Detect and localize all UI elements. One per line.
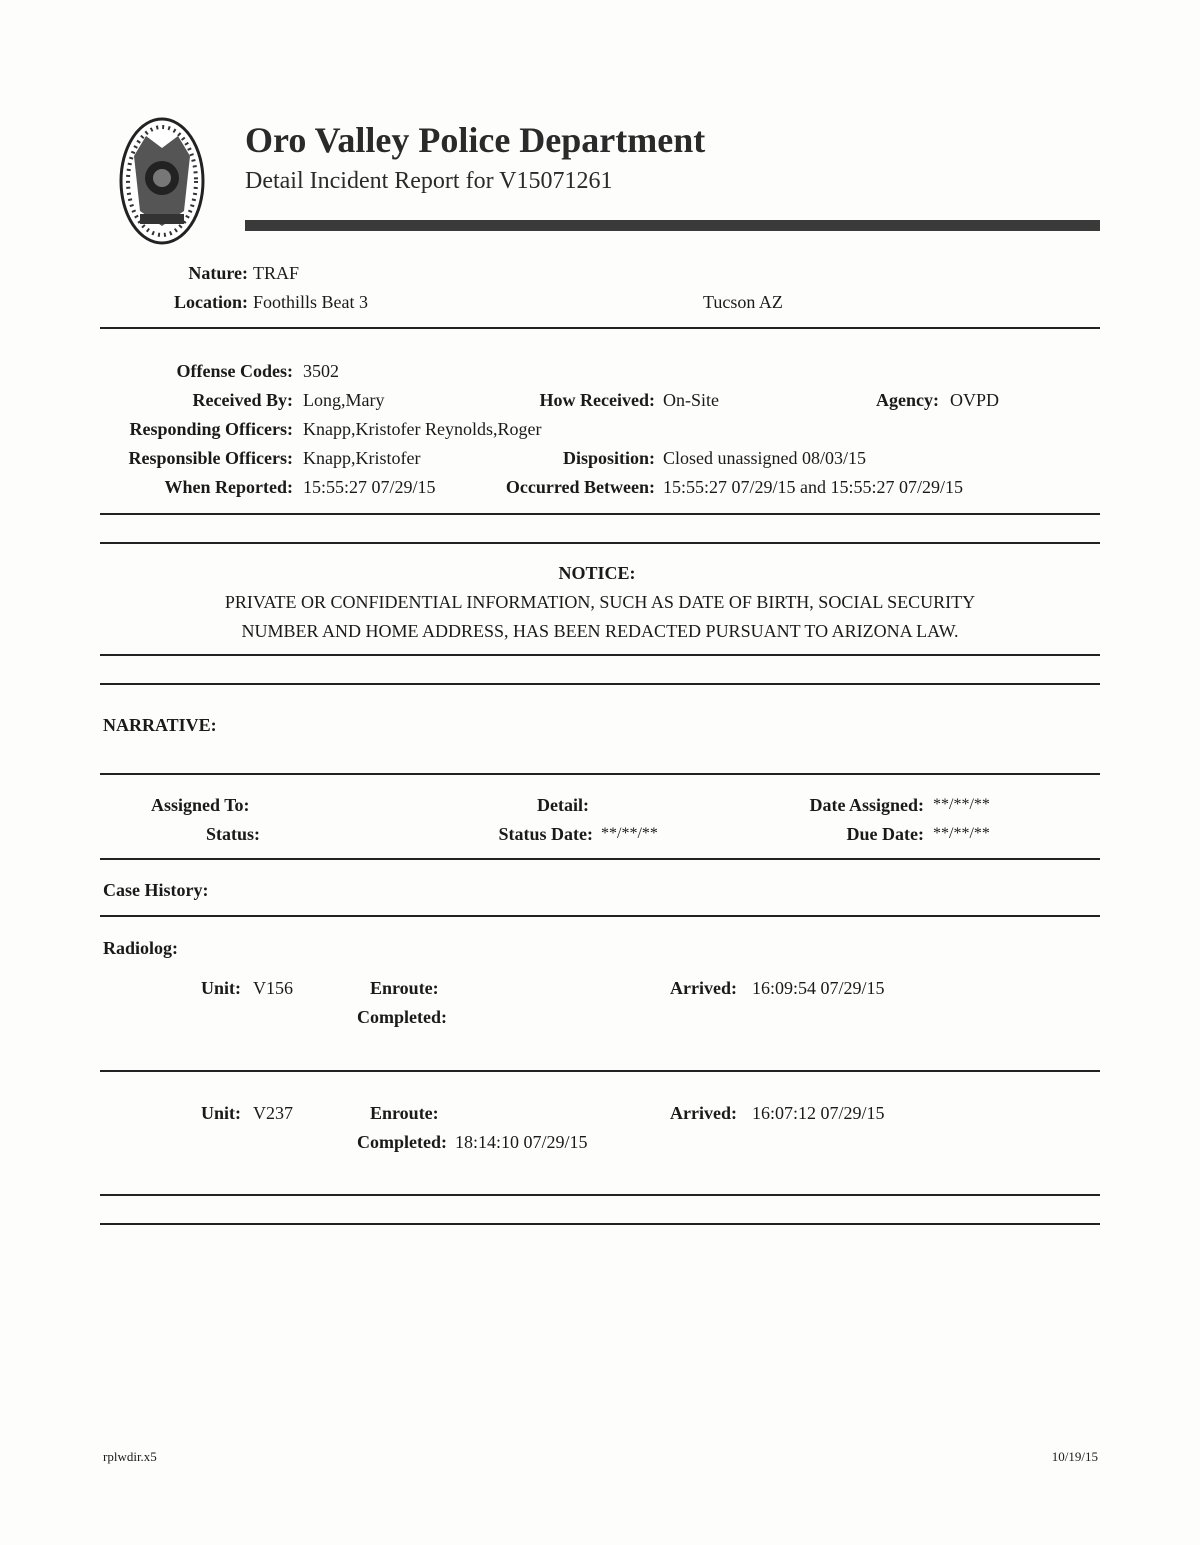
status-label: Status: xyxy=(205,824,260,844)
divider xyxy=(100,683,1100,685)
divider xyxy=(100,1070,1100,1072)
status-date-label: Status Date: xyxy=(498,824,593,844)
footer-report-id: rplwdir.x5 xyxy=(103,1449,157,1464)
completed-label: Completed: xyxy=(357,1132,447,1152)
detail-label: Detail: xyxy=(537,795,589,815)
occurred-between-value: 15:55:27 07/29/15 and 15:55:27 07/29/15 xyxy=(663,477,963,497)
city-value: Tucson AZ xyxy=(703,292,783,312)
narrative-label: NARRATIVE: xyxy=(103,715,217,735)
department-badge-logo xyxy=(118,116,206,246)
unit-value: V237 xyxy=(253,1103,293,1123)
responsible-officers-label: Responsible Officers: xyxy=(128,448,293,468)
responding-officers-label: Responding Officers: xyxy=(129,419,293,439)
unit-label: Unit: xyxy=(201,1103,241,1123)
divider xyxy=(100,654,1100,656)
due-date-value: **/**/** xyxy=(933,825,990,842)
divider xyxy=(100,858,1100,860)
divider xyxy=(100,915,1100,917)
completed-value: 18:14:10 07/29/15 xyxy=(455,1132,588,1152)
report-subtitle: Detail Incident Report for V15071261 xyxy=(245,168,613,194)
divider xyxy=(100,773,1100,775)
notice-line-1: PRIVATE OR CONFIDENTIAL INFORMATION, SUCH AS DATE OF BIRTH, SOCIAL SECURITY xyxy=(224,592,976,612)
enroute-label: Enroute: xyxy=(370,1103,439,1123)
how-received-value: On-Site xyxy=(663,390,719,410)
location-label: Location: xyxy=(174,292,248,312)
footer-date: 10/19/15 xyxy=(1051,1449,1098,1464)
disposition-label: Disposition: xyxy=(562,448,655,468)
how-received-label: How Received: xyxy=(539,390,655,410)
divider xyxy=(100,1223,1100,1225)
completed-label: Completed: xyxy=(357,1007,447,1027)
divider xyxy=(100,327,1100,329)
status-date-value: **/**/** xyxy=(601,825,658,842)
when-reported-value: 15:55:27 07/29/15 xyxy=(303,477,436,497)
nature-value: TRAF xyxy=(253,263,300,283)
arrived-value: 16:09:54 07/29/15 xyxy=(752,978,885,998)
nature-label: Nature: xyxy=(188,263,248,283)
unit-label: Unit: xyxy=(201,978,241,998)
date-assigned-label: Date Assigned: xyxy=(809,795,924,815)
notice-line-2: NUMBER AND HOME ADDRESS, HAS BEEN REDACTED PURSUANT TO ARIZONA LAW. xyxy=(241,621,959,641)
notice-heading: NOTICE: xyxy=(558,563,636,583)
when-reported-label: When Reported: xyxy=(164,477,293,497)
disposition-value: Closed unassigned 08/03/15 xyxy=(663,448,866,468)
date-assigned-value: **/**/** xyxy=(933,796,990,813)
assigned-to-label: Assigned To: xyxy=(151,795,250,815)
unit-value: V156 xyxy=(253,978,293,998)
location-value: Foothills Beat 3 xyxy=(253,292,369,312)
responsible-officers-value: Knapp,Kristofer xyxy=(303,448,421,468)
agency-label: Agency: xyxy=(876,390,939,410)
header-divider-bar xyxy=(245,220,1100,231)
arrived-label: Arrived: xyxy=(670,978,737,998)
offense-codes-value: 3502 xyxy=(303,361,339,381)
received-by-value: Long,Mary xyxy=(303,390,385,410)
due-date-label: Due Date: xyxy=(846,824,924,844)
radiolog-label: Radiolog: xyxy=(103,938,179,958)
arrived-value: 16:07:12 07/29/15 xyxy=(752,1103,885,1123)
received-by-label: Received By: xyxy=(192,390,293,410)
case-history-label: Case History: xyxy=(103,880,209,900)
divider xyxy=(100,1194,1100,1196)
divider xyxy=(100,513,1100,515)
enroute-label: Enroute: xyxy=(370,978,439,998)
arrived-label: Arrived: xyxy=(670,1103,737,1123)
offense-codes-label: Offense Codes: xyxy=(176,361,293,381)
page-title: Oro Valley Police Department xyxy=(245,120,706,160)
responding-officers-value: Knapp,Kristofer Reynolds,Roger xyxy=(303,419,542,439)
occurred-between-label: Occurred Between: xyxy=(505,477,655,497)
agency-value: OVPD xyxy=(950,390,1000,410)
divider xyxy=(100,542,1100,544)
